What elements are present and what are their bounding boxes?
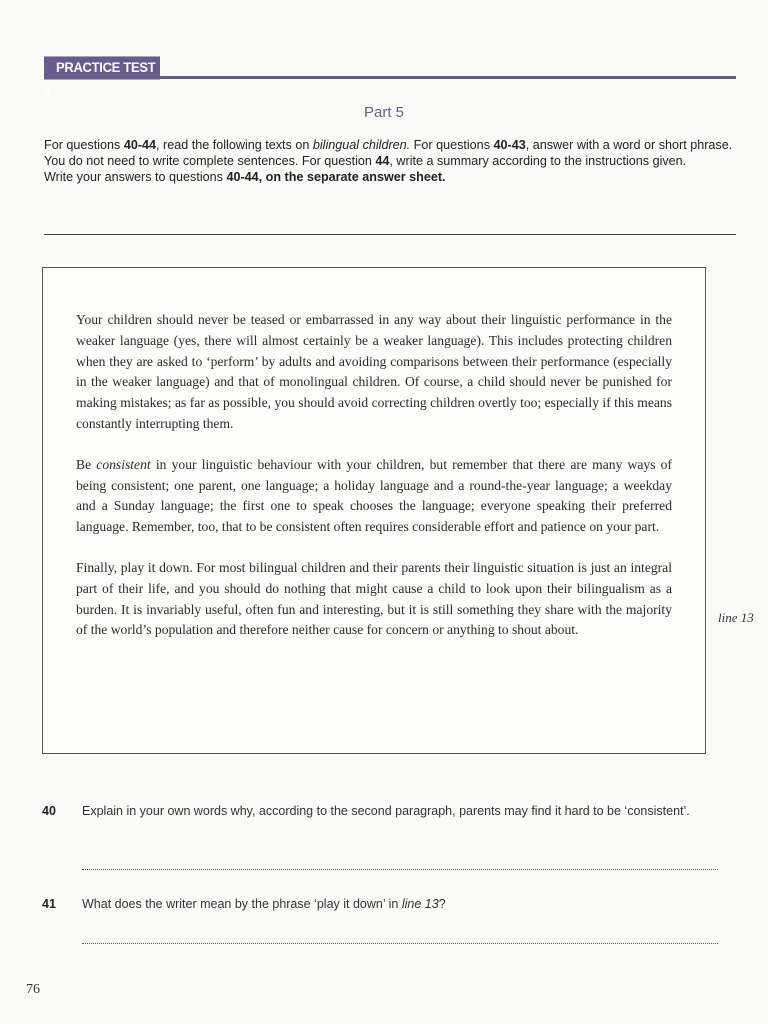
question-number: 40 <box>42 804 56 818</box>
question-text: What does the writer mean by the phrase ‘play it down’ in line 13? <box>82 897 446 911</box>
answer-line-41[interactable] <box>82 943 718 944</box>
instructions <box>44 137 740 185</box>
part-title: Part 5 <box>363 104 405 121</box>
passage-paragraph-2: Be consistent in your linguistic behaviour with your children, but remember that there are many ways of being consistent; one parent, one language; a holiday language and a round-the-year language; a weekday and a Sunday language; the first one to speak chooses the language; everyone speaking their preferred language. Remember, too, that to be consistent often requires considerable effort and patience on your part. <box>76 456 672 535</box>
instructions-line-1: For questions 40-44, read the following texts on bilingual children. For questions 40-43, answer with a word or short phrase. You do not need to write complete sentences. For question 44, write a summary according to the instructions given. <box>44 138 733 168</box>
passage-paragraph-3: Finally, play it down. For most bilingual children and their parents their linguistic situation is just an integral part of their life, and you should do nothing that might cause a child to look upon their bilingualism as a burden. It is invariably useful, often fun and interesting, but it is still something they share with the majority of the world’s population and therefore neither cause for concern or anything to shout about. <box>76 559 672 638</box>
header-rule <box>44 76 736 79</box>
answer-line-40[interactable] <box>82 869 718 870</box>
instructions-divider <box>44 234 736 235</box>
question-number: 41 <box>42 897 56 911</box>
line-reference: line 13 <box>718 610 754 625</box>
instructions-line-2: Write your answers to questions 40-44, on the separate answer sheet. <box>44 170 446 184</box>
passage-text <box>76 310 672 661</box>
question-40 <box>42 802 722 842</box>
question-41 <box>42 895 722 915</box>
section-tag: PRACTICE TEST 3 <box>44 56 160 79</box>
question-text: Explain in your own words why, according to the second paragraph, parents may find it hard to be ‘consistent’. <box>82 804 690 818</box>
page-number: 76 <box>26 982 40 997</box>
passage-paragraph-1: Your children should never be teased or embarrassed in any way about their linguistic performance in the weaker language (yes, there will almost certainly be a weaker language). This includes protecting children when they are asked to ‘perform’ by adults and avoiding comparisons between their performance (especially in the weaker language) and that of monolingual children. Of course, a child should never be punished for making mistakes; as far as possible, you should avoid correcting children overtly too; especially if this means constantly interrupting them. <box>76 312 672 431</box>
